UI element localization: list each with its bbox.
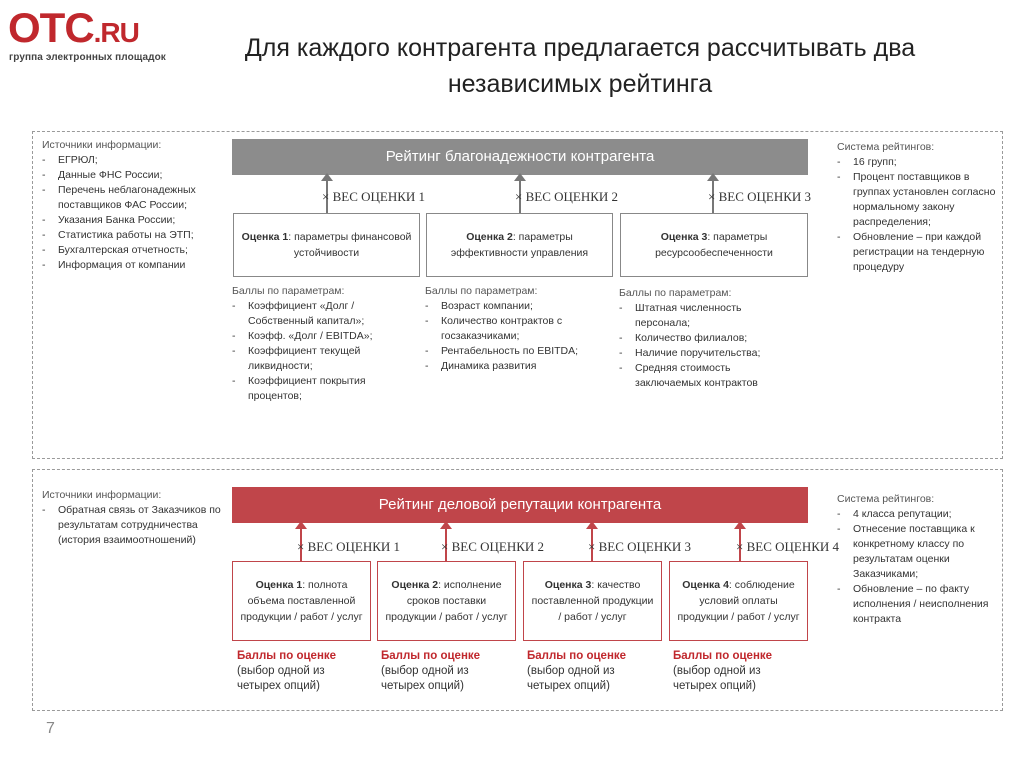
list-item: - Динамика развития xyxy=(425,359,605,374)
reliability-banner: Рейтинг благонадежности контрагента xyxy=(232,139,808,175)
list-item: - Средняя стоимость заключаемых контрактов xyxy=(619,361,799,391)
list-item: - Коэфф. «Долг / EBITDA»; xyxy=(232,329,412,344)
list-item: - Обратная связь от Заказчиков по результатам сотрудничества (история взаимоотношений) xyxy=(42,503,227,548)
assessment-box: Оценка 1: параметры финансовой устойчивости xyxy=(233,213,420,277)
assessment-box: Оценка 2: исполнение сроков поставки продукции / работ / услуг xyxy=(377,561,516,641)
list-item: - Обновление – при каждой регистрации на тендерную процедуру xyxy=(837,230,997,275)
score-block xyxy=(237,649,367,694)
list-item: - Указания Банка России; xyxy=(42,213,227,228)
bottom-sources xyxy=(42,488,227,548)
list-item: - Наличие поручительства; xyxy=(619,346,799,361)
score-text: (выбор одной из четырех опций) xyxy=(381,665,469,692)
list-item: - Коэффициент «Долг / Собственный капитал»; xyxy=(232,299,412,329)
bottom-system xyxy=(837,492,997,627)
reputation-banner: Рейтинг деловой репутации контрагента xyxy=(232,487,808,523)
params-column xyxy=(232,284,412,404)
logo: OTC.RU xyxy=(8,4,139,51)
score-block xyxy=(527,649,657,694)
list-item: - Штатная численность персонала; xyxy=(619,301,799,331)
weight-label: × ВЕС ОЦЕНКИ 2 xyxy=(515,189,619,204)
params-list xyxy=(619,301,799,391)
score-block xyxy=(381,649,511,694)
logo-suffix: .RU xyxy=(93,17,139,48)
list-item: - Процент поставщиков в группах установлен согласно нормальному закону распределения; xyxy=(837,170,997,230)
weight-label: × ВЕС ОЦЕНКИ 3 xyxy=(708,189,812,204)
assessment-box: Оценка 3: параметры ресурсообеспеченности xyxy=(620,213,808,277)
bottom-system-list xyxy=(837,507,997,627)
assessment-box: Оценка 3: качество поставленной продукции / работ / услуг xyxy=(523,561,662,641)
weight-label: × ВЕС ОЦЕНКИ 3 xyxy=(588,539,692,554)
page-title xyxy=(150,30,1010,102)
score-block xyxy=(673,649,803,694)
list-item: - 4 класса репутации; xyxy=(837,507,997,522)
list-item: - Количество филиалов; xyxy=(619,331,799,346)
list-item: - Бухгалтерская отчетность; xyxy=(42,243,227,258)
top-system xyxy=(837,140,997,275)
score-header: Баллы по оценке xyxy=(237,650,337,662)
assessment-box: Оценка 4: соблюдение условий оплаты продукции / работ / услуг xyxy=(669,561,808,641)
top-system-header: Система рейтингов: xyxy=(837,141,935,153)
params-list xyxy=(425,299,605,374)
list-item: - ЕГРЮЛ; xyxy=(42,153,227,168)
weight-label: × ВЕС ОЦЕНКИ 2 xyxy=(441,539,545,554)
list-item: - Количество контрактов с госзаказчиками; xyxy=(425,314,605,344)
list-item: - Информация от компании xyxy=(42,258,227,273)
score-header: Баллы по оценке xyxy=(527,650,627,662)
weight-label: × ВЕС ОЦЕНКИ 1 xyxy=(322,189,426,204)
bottom-sources-header: Источники информации: xyxy=(42,489,162,501)
list-item: - Возраст компании; xyxy=(425,299,605,314)
top-sources xyxy=(42,138,227,273)
list-item: - Коэффициент покрытия процентов; xyxy=(232,374,412,404)
page-number: 7 xyxy=(46,720,55,737)
bottom-sources-list xyxy=(42,503,227,548)
list-item: - Коэффициент текущей ликвидности; xyxy=(232,344,412,374)
score-header: Баллы по оценке xyxy=(673,650,773,662)
list-item: - Рентабельность по EBITDA; xyxy=(425,344,605,359)
list-item: - Данные ФНС России; xyxy=(42,168,227,183)
list-item: - Статистика работы на ЭТП; xyxy=(42,228,227,243)
top-system-list xyxy=(837,155,997,275)
score-text: (выбор одной из четырех опций) xyxy=(527,665,615,692)
params-header: Баллы по параметрам: xyxy=(619,287,732,299)
weight-label: × ВЕС ОЦЕНКИ 1 xyxy=(297,539,401,554)
params-header: Баллы по параметрам: xyxy=(425,285,538,297)
score-text: (выбор одной из четырех опций) xyxy=(237,665,325,692)
top-sources-header: Источники информации: xyxy=(42,139,162,151)
title-line-1: Для каждого контрагента предлагается рассчитывать два xyxy=(244,34,916,62)
params-column xyxy=(619,286,799,391)
assessment-box: Оценка 1: полнота объема поставленной продукции / работ / услуг xyxy=(232,561,371,641)
params-header: Баллы по параметрам: xyxy=(232,285,345,297)
score-text: (выбор одной из четырех опций) xyxy=(673,665,761,692)
weight-label: × ВЕС ОЦЕНКИ 4 xyxy=(736,539,840,554)
list-item: - 16 групп; xyxy=(837,155,997,170)
score-header: Баллы по оценке xyxy=(381,650,481,662)
params-list xyxy=(232,299,412,404)
params-column xyxy=(425,284,605,374)
top-sources-list xyxy=(42,153,227,273)
list-item: - Отнесение поставщика к конкретному классу по результатам оценки Заказчиками; xyxy=(837,522,997,582)
list-item: - Обновление – по факту исполнения / неисполнения контракта xyxy=(837,582,997,627)
title-line-2: независимых рейтинга xyxy=(447,70,713,98)
bottom-system-header: Система рейтингов: xyxy=(837,493,935,505)
assessment-box: Оценка 2: параметры эффективности управления xyxy=(426,213,613,277)
list-item: - Перечень неблагонадежных поставщиков ФАС России; xyxy=(42,183,227,213)
logo-subtitle: группа электронных площадок xyxy=(9,52,166,63)
